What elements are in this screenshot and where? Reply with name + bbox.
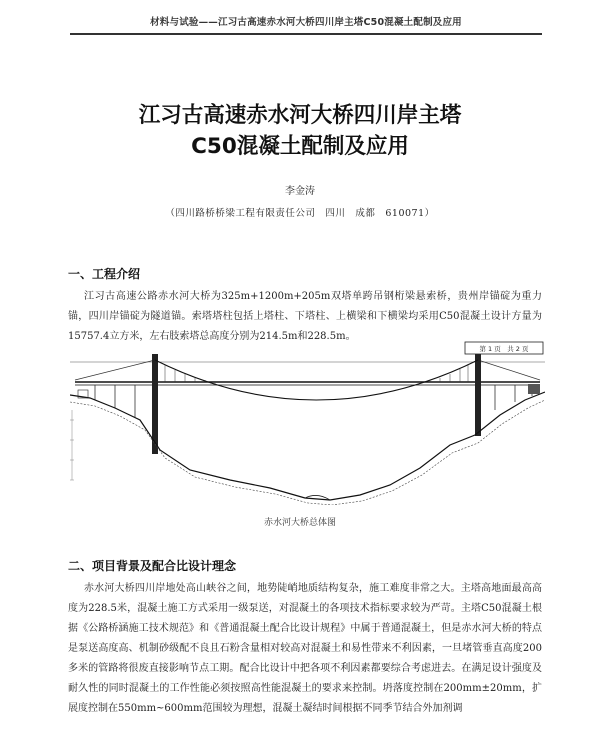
author: 李金涛 [285,186,315,197]
title-line-2: C50混凝土配制及应用 [191,134,409,159]
section-2-paragraph: 赤水河大桥四川岸地处高山峡谷之间，地势陡峭地质结构复杂，施工难度非常之大。主塔高地面最高高度为228.5米，混凝土施工方式采用一级泵送，对混凝土的各项技术指标要求较为严苛。主塔C50混凝土根据《公路桥涵施工技术规范》和《普通混凝土配合比设计规程》中属于普通混凝土，但是赤水河大桥的特点是泵送高度高、机制砂级配不良且石粉含量相对较高对混凝土和易性带来不利因素，一旦堵管垂直高度200多米的管路将很废直接影响节点工期。配合比设计中把各项不利因素都要综合考虑进去。在满足设计强度及耐久性的同时混凝土的工作性能必须按照高性能混凝土的要求来控制。坍落度控制在200mm±20mm，扩展度控制在550mm~600mm范围较为理想，混凝土凝结时间根据不同季节结合外加剂调 [68,583,542,714]
figure-caption: 赤水河大桥总体图 [263,518,336,528]
main-cable [155,360,478,400]
right-tower [475,354,481,436]
gravity-anchorage [528,384,540,394]
affiliation: （四川路桥桥梁工程有限责任公司 四川 成都 610071） [165,208,435,219]
title-block-text: 第 1 页 共 2 页 [479,345,529,353]
bridge-elevation-drawing [70,340,545,505]
section-1-paragraph: 江习古高速公路赤水河大桥为325m+1200m+205m双塔单跨吊钢桁梁悬索桥，贵州岸锚碇为重力锚，四川岸锚碇为隧道锚。索塔塔柱包括上塔柱、下塔柱、上横梁和下横梁均采用C50混凝土设计方量为15757.4立方米，左右肢索塔总高度分别为214.5m和228.5m。 [68,291,542,342]
title-line-1: 江习古高速赤水河大桥四川岸主塔 [138,103,462,128]
section-heading-2: 二、项目背景及配合比设计理念 [68,559,237,573]
terrain-profile [70,392,545,500]
elevation-ticks [70,410,74,480]
article-title [0,100,600,162]
right-backstay [478,360,540,380]
bridge-figure [70,340,545,505]
approach-piers [95,385,532,418]
left-backstay [75,360,155,380]
section-heading-1: 一、工程介绍 [68,267,141,281]
running-header: 材料与试验——江习古高速赤水河大桥四川岸主塔C50混凝土配制及应用 [70,14,542,35]
rock-layer-line [70,400,545,505]
